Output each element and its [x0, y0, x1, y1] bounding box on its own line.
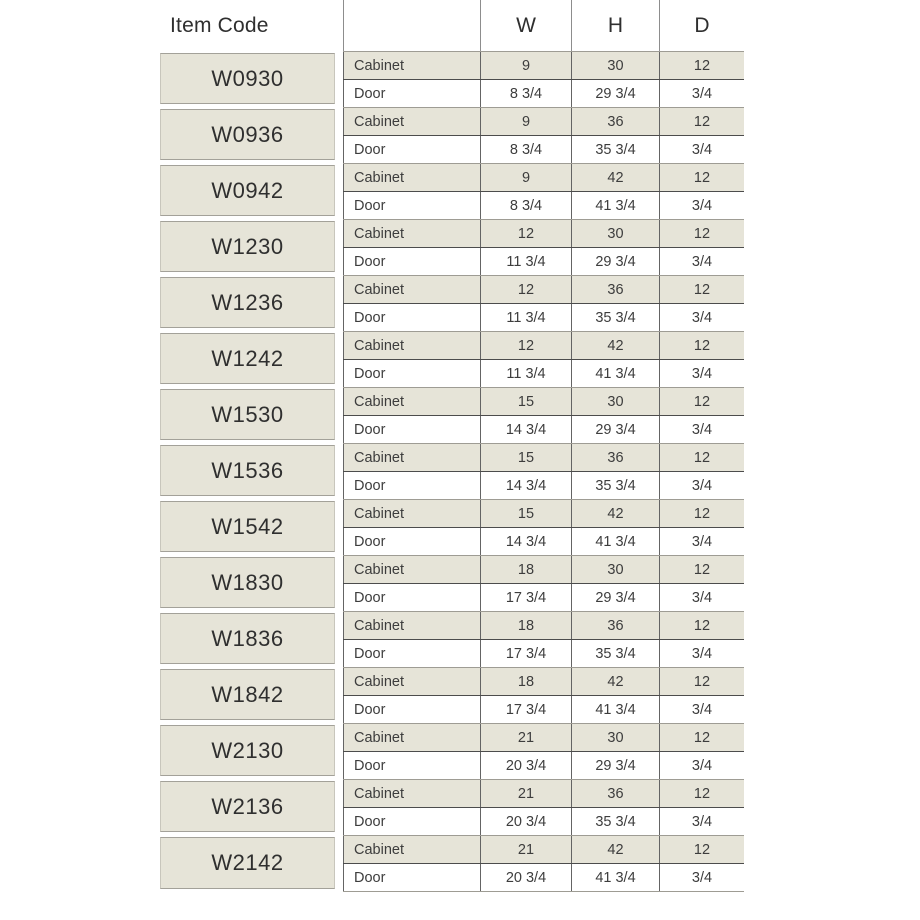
cabinet-row	[343, 611, 744, 639]
cabinet-depth-value: 12	[659, 724, 744, 751]
cabinet-row-label: Cabinet	[343, 500, 480, 527]
dimension-rows	[343, 499, 744, 555]
cabinet-row-label: Cabinet	[343, 164, 480, 191]
cabinet-row-label: Cabinet	[343, 668, 480, 695]
cabinet-row-label: Cabinet	[343, 52, 480, 79]
item-code-column-header: Item Code	[170, 13, 269, 37]
item-code-column	[160, 555, 335, 611]
cabinet-row	[343, 51, 744, 79]
door-depth-value: 3/4	[659, 304, 744, 331]
cabinet-width-value: 18	[480, 668, 571, 695]
column-gap	[335, 163, 343, 219]
door-row	[343, 583, 744, 611]
dimension-rows	[343, 723, 744, 779]
cabinet-row	[343, 275, 744, 303]
door-height-value: 35 3/4	[571, 472, 659, 499]
dimension-rows	[343, 779, 744, 835]
column-gap	[335, 219, 343, 275]
item-code-label: W0936	[211, 121, 284, 147]
item-code-label: W1842	[211, 681, 284, 707]
door-depth-value: 3/4	[659, 584, 744, 611]
item-code-cell	[160, 613, 335, 664]
item-code-cell	[160, 557, 335, 608]
door-row-label: Door	[343, 808, 480, 835]
width-column-header: W	[480, 0, 571, 51]
door-height-value: 35 3/4	[571, 136, 659, 163]
item-code-label: W1236	[211, 289, 284, 315]
cabinet-height-value: 30	[571, 220, 659, 247]
item-code-cell	[160, 165, 335, 216]
cabinet-height-value: 36	[571, 276, 659, 303]
door-row	[343, 863, 744, 891]
cabinet-spec-table	[160, 0, 744, 891]
cabinet-width-value: 18	[480, 612, 571, 639]
cabinet-width-value: 12	[480, 276, 571, 303]
dimension-rows	[343, 667, 744, 723]
door-row	[343, 751, 744, 779]
column-gap	[335, 835, 343, 892]
door-row-label: Door	[343, 248, 480, 275]
column-gap	[335, 275, 343, 331]
item-code-column	[160, 51, 335, 107]
door-depth-value: 3/4	[659, 808, 744, 835]
item-block	[160, 555, 744, 611]
cabinet-width-value: 15	[480, 388, 571, 415]
cabinet-row	[343, 555, 744, 583]
cabinet-row-label: Cabinet	[343, 836, 480, 863]
door-height-value: 41 3/4	[571, 864, 659, 891]
cabinet-row	[343, 219, 744, 247]
door-row-label: Door	[343, 80, 480, 107]
door-depth-value: 3/4	[659, 248, 744, 275]
door-height-value: 29 3/4	[571, 248, 659, 275]
dimension-rows	[343, 219, 744, 275]
table-body	[160, 51, 744, 891]
dimension-rows	[343, 275, 744, 331]
cabinet-width-value: 15	[480, 500, 571, 527]
cabinet-depth-value: 12	[659, 220, 744, 247]
cabinet-width-value: 18	[480, 556, 571, 583]
item-code-column	[160, 331, 335, 387]
cabinet-row	[343, 387, 744, 415]
cabinet-height-value: 42	[571, 668, 659, 695]
door-row-label: Door	[343, 416, 480, 443]
door-width-value: 20 3/4	[480, 752, 571, 779]
cabinet-depth-value: 12	[659, 108, 744, 135]
cabinet-width-value: 12	[480, 332, 571, 359]
door-row	[343, 527, 744, 555]
item-block	[160, 443, 744, 499]
door-row-label: Door	[343, 472, 480, 499]
cabinet-height-value: 42	[571, 164, 659, 191]
item-code-column	[160, 275, 335, 331]
height-column-header: H	[571, 0, 659, 51]
door-height-value: 35 3/4	[571, 808, 659, 835]
column-gap	[335, 107, 343, 163]
item-code-cell	[160, 445, 335, 496]
door-row	[343, 303, 744, 331]
item-code-label: W1836	[211, 625, 284, 651]
dimension-rows	[343, 331, 744, 387]
column-gap	[335, 499, 343, 555]
cabinet-depth-value: 12	[659, 388, 744, 415]
item-code-label: W0942	[211, 177, 284, 203]
door-row	[343, 471, 744, 499]
item-code-column	[160, 667, 335, 723]
item-code-label: W2142	[211, 850, 284, 875]
door-depth-value: 3/4	[659, 640, 744, 667]
door-height-value: 41 3/4	[571, 360, 659, 387]
cabinet-height-value: 30	[571, 556, 659, 583]
item-code-label: W2130	[211, 737, 284, 763]
item-code-column	[160, 723, 335, 779]
door-height-value: 29 3/4	[571, 584, 659, 611]
door-row	[343, 639, 744, 667]
cabinet-width-value: 9	[480, 108, 571, 135]
door-depth-value: 3/4	[659, 416, 744, 443]
cabinet-width-value: 9	[480, 164, 571, 191]
cabinet-height-value: 30	[571, 388, 659, 415]
column-gap	[335, 51, 343, 107]
dimension-rows	[343, 555, 744, 611]
door-width-value: 14 3/4	[480, 528, 571, 555]
item-code-cell	[160, 109, 335, 160]
item-block	[160, 387, 744, 443]
column-gap	[335, 779, 343, 835]
item-block	[160, 723, 744, 779]
item-code-label: W1830	[211, 569, 284, 595]
item-code-cell	[160, 781, 335, 832]
item-code-column	[160, 443, 335, 499]
door-row	[343, 79, 744, 107]
door-row-label: Door	[343, 360, 480, 387]
row-type-column-header	[343, 0, 480, 51]
door-row-label: Door	[343, 528, 480, 555]
door-width-value: 8 3/4	[480, 192, 571, 219]
door-row	[343, 695, 744, 723]
cabinet-height-value: 36	[571, 780, 659, 807]
cabinet-height-value: 30	[571, 52, 659, 79]
item-code-label: W1542	[211, 513, 284, 539]
cabinet-row	[343, 107, 744, 135]
door-depth-value: 3/4	[659, 752, 744, 779]
column-gap	[335, 611, 343, 667]
item-code-column	[160, 779, 335, 835]
item-code-cell	[160, 221, 335, 272]
item-code-column	[160, 219, 335, 275]
door-row-label: Door	[343, 584, 480, 611]
door-width-value: 11 3/4	[480, 360, 571, 387]
header-gap	[335, 0, 343, 51]
dimension-rows	[343, 107, 744, 163]
door-height-value: 41 3/4	[571, 192, 659, 219]
door-width-value: 14 3/4	[480, 472, 571, 499]
door-width-value: 17 3/4	[480, 696, 571, 723]
door-width-value: 11 3/4	[480, 248, 571, 275]
item-code-cell	[160, 837, 335, 889]
item-code-column	[160, 835, 335, 892]
item-code-column	[160, 107, 335, 163]
item-code-cell	[160, 725, 335, 776]
cabinet-row	[343, 331, 744, 359]
door-row-label: Door	[343, 192, 480, 219]
cabinet-width-value: 9	[480, 52, 571, 79]
cabinet-depth-value: 12	[659, 556, 744, 583]
item-code-cell	[160, 389, 335, 440]
door-row	[343, 135, 744, 163]
door-height-value: 29 3/4	[571, 416, 659, 443]
cabinet-height-value: 36	[571, 108, 659, 135]
cabinet-row-label: Cabinet	[343, 388, 480, 415]
cabinet-depth-value: 12	[659, 444, 744, 471]
item-code-label: W1242	[211, 345, 284, 371]
door-row-label: Door	[343, 640, 480, 667]
dimension-rows	[343, 443, 744, 499]
cabinet-row	[343, 723, 744, 751]
cabinet-depth-value: 12	[659, 780, 744, 807]
item-code-label: W2136	[211, 793, 284, 819]
door-width-value: 14 3/4	[480, 416, 571, 443]
door-row	[343, 415, 744, 443]
door-width-value: 11 3/4	[480, 304, 571, 331]
dimension-rows	[343, 51, 744, 107]
cabinet-height-value: 42	[571, 332, 659, 359]
cabinet-row	[343, 443, 744, 471]
item-block	[160, 219, 744, 275]
item-code-column	[160, 163, 335, 219]
cabinet-depth-value: 12	[659, 332, 744, 359]
cabinet-row-label: Cabinet	[343, 332, 480, 359]
cabinet-row-label: Cabinet	[343, 612, 480, 639]
door-depth-value: 3/4	[659, 528, 744, 555]
cabinet-row-label: Cabinet	[343, 276, 480, 303]
dimension-rows	[343, 835, 744, 892]
cabinet-width-value: 21	[480, 836, 571, 863]
cabinet-width-value: 21	[480, 780, 571, 807]
item-block	[160, 779, 744, 835]
door-width-value: 8 3/4	[480, 80, 571, 107]
item-code-column	[160, 387, 335, 443]
door-row	[343, 191, 744, 219]
door-row	[343, 359, 744, 387]
cabinet-width-value: 12	[480, 220, 571, 247]
item-code-cell	[160, 669, 335, 720]
cabinet-depth-value: 12	[659, 500, 744, 527]
door-width-value: 17 3/4	[480, 640, 571, 667]
cabinet-row-label: Cabinet	[343, 780, 480, 807]
cabinet-depth-value: 12	[659, 52, 744, 79]
item-code-column	[160, 499, 335, 555]
cabinet-depth-value: 12	[659, 276, 744, 303]
door-depth-value: 3/4	[659, 360, 744, 387]
cabinet-row	[343, 667, 744, 695]
cabinet-row-label: Cabinet	[343, 220, 480, 247]
column-gap	[335, 443, 343, 499]
cabinet-height-value: 36	[571, 444, 659, 471]
cabinet-depth-value: 12	[659, 668, 744, 695]
cabinet-row	[343, 163, 744, 191]
dimension-rows	[343, 611, 744, 667]
door-row-label: Door	[343, 136, 480, 163]
cabinet-height-value: 42	[571, 500, 659, 527]
door-width-value: 20 3/4	[480, 808, 571, 835]
door-width-value: 17 3/4	[480, 584, 571, 611]
door-depth-value: 3/4	[659, 696, 744, 723]
item-block	[160, 331, 744, 387]
dimension-rows	[343, 387, 744, 443]
item-block	[160, 51, 744, 107]
door-depth-value: 3/4	[659, 472, 744, 499]
door-row-label: Door	[343, 304, 480, 331]
door-row	[343, 807, 744, 835]
cabinet-row-label: Cabinet	[343, 724, 480, 751]
door-depth-value: 3/4	[659, 80, 744, 107]
column-gap	[335, 331, 343, 387]
door-row	[343, 247, 744, 275]
item-block	[160, 163, 744, 219]
cabinet-depth-value: 12	[659, 836, 744, 863]
door-height-value: 29 3/4	[571, 752, 659, 779]
table-header	[160, 0, 744, 51]
cabinet-height-value: 36	[571, 612, 659, 639]
item-block	[160, 275, 744, 331]
cabinet-row	[343, 835, 744, 863]
cabinet-width-value: 15	[480, 444, 571, 471]
cabinet-row-label: Cabinet	[343, 108, 480, 135]
door-depth-value: 3/4	[659, 192, 744, 219]
cabinet-height-value: 30	[571, 724, 659, 751]
cabinet-row-label: Cabinet	[343, 444, 480, 471]
column-gap	[335, 387, 343, 443]
door-depth-value: 3/4	[659, 864, 744, 891]
door-depth-value: 3/4	[659, 136, 744, 163]
cabinet-row	[343, 499, 744, 527]
item-code-label: W1230	[211, 233, 284, 259]
door-height-value: 41 3/4	[571, 696, 659, 723]
door-height-value: 35 3/4	[571, 304, 659, 331]
item-code-cell	[160, 277, 335, 328]
door-height-value: 41 3/4	[571, 528, 659, 555]
column-gap	[335, 723, 343, 779]
item-code-label: W0930	[211, 65, 284, 91]
dimension-rows	[343, 163, 744, 219]
item-block	[160, 835, 744, 891]
item-block	[160, 107, 744, 163]
cabinet-row-label: Cabinet	[343, 556, 480, 583]
door-width-value: 8 3/4	[480, 136, 571, 163]
item-code-cell	[160, 53, 335, 104]
item-code-cell	[160, 501, 335, 552]
item-code-label: W1536	[211, 457, 284, 483]
item-code-column	[160, 611, 335, 667]
column-gap	[335, 667, 343, 723]
cabinet-height-value: 42	[571, 836, 659, 863]
cabinet-depth-value: 12	[659, 612, 744, 639]
item-code-label: W1530	[211, 401, 284, 427]
item-block	[160, 499, 744, 555]
door-height-value: 35 3/4	[571, 640, 659, 667]
item-code-cell	[160, 333, 335, 384]
item-block	[160, 667, 744, 723]
door-width-value: 20 3/4	[480, 864, 571, 891]
cabinet-row	[343, 779, 744, 807]
depth-column-header: D	[659, 0, 744, 51]
door-row-label: Door	[343, 696, 480, 723]
item-block	[160, 611, 744, 667]
door-row-label: Door	[343, 864, 480, 891]
cabinet-width-value: 21	[480, 724, 571, 751]
column-gap	[335, 555, 343, 611]
cabinet-depth-value: 12	[659, 164, 744, 191]
door-height-value: 29 3/4	[571, 80, 659, 107]
door-row-label: Door	[343, 752, 480, 779]
